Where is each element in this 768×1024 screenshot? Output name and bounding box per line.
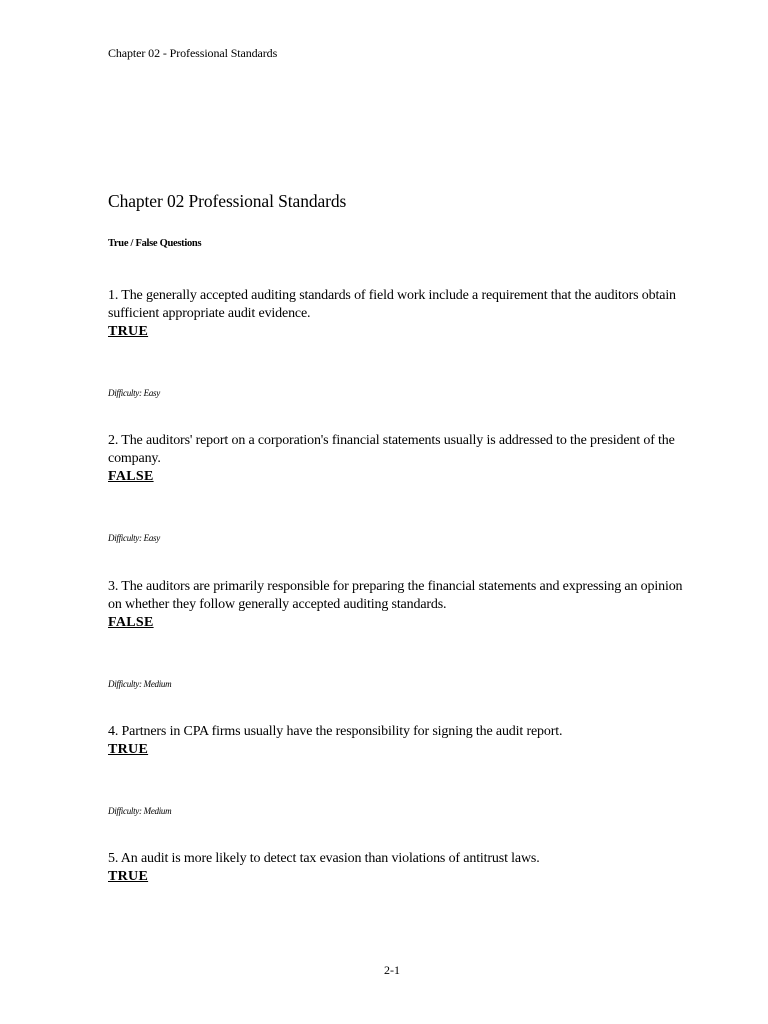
answer: TRUE xyxy=(108,742,149,757)
answer: TRUE xyxy=(108,324,149,339)
difficulty-label: Difficulty: Easy xyxy=(108,533,160,543)
page-number: 2-1 xyxy=(384,963,400,977)
difficulty-label: Difficulty: Medium xyxy=(108,806,172,816)
difficulty-label: Difficulty: Medium xyxy=(108,679,172,689)
question-4 xyxy=(108,723,688,759)
running-header: Chapter 02 - Professional Standards xyxy=(108,46,278,60)
answer: FALSE xyxy=(108,615,154,630)
difficulty-label: Difficulty: Easy xyxy=(108,388,160,398)
question-2 xyxy=(108,432,688,486)
answer: FALSE xyxy=(108,469,154,484)
question-3 xyxy=(108,578,688,632)
question-text: 1. The generally accepted auditing standards of field work include a requirement that the auditors obtain sufficient appropriate audit evidence. xyxy=(108,288,676,321)
section-title: True / False Questions xyxy=(108,238,202,249)
question-text: 3. The auditors are primarily responsible for preparing the financial statements and expressing an opinion on whether they follow generally accepted auditing standards. xyxy=(108,579,683,612)
question-5 xyxy=(108,850,688,886)
question-text: 4. Partners in CPA firms usually have the responsibility for signing the audit report. xyxy=(108,724,563,739)
chapter-title: Chapter 02 Professional Standards xyxy=(108,191,347,211)
answer: TRUE xyxy=(108,869,149,884)
question-text: 5. An audit is more likely to detect tax evasion than violations of antitrust laws. xyxy=(108,851,540,866)
question-text: 2. The auditors' report on a corporation's financial statements usually is addressed to the president of the company. xyxy=(108,433,675,466)
question-1 xyxy=(108,287,688,341)
